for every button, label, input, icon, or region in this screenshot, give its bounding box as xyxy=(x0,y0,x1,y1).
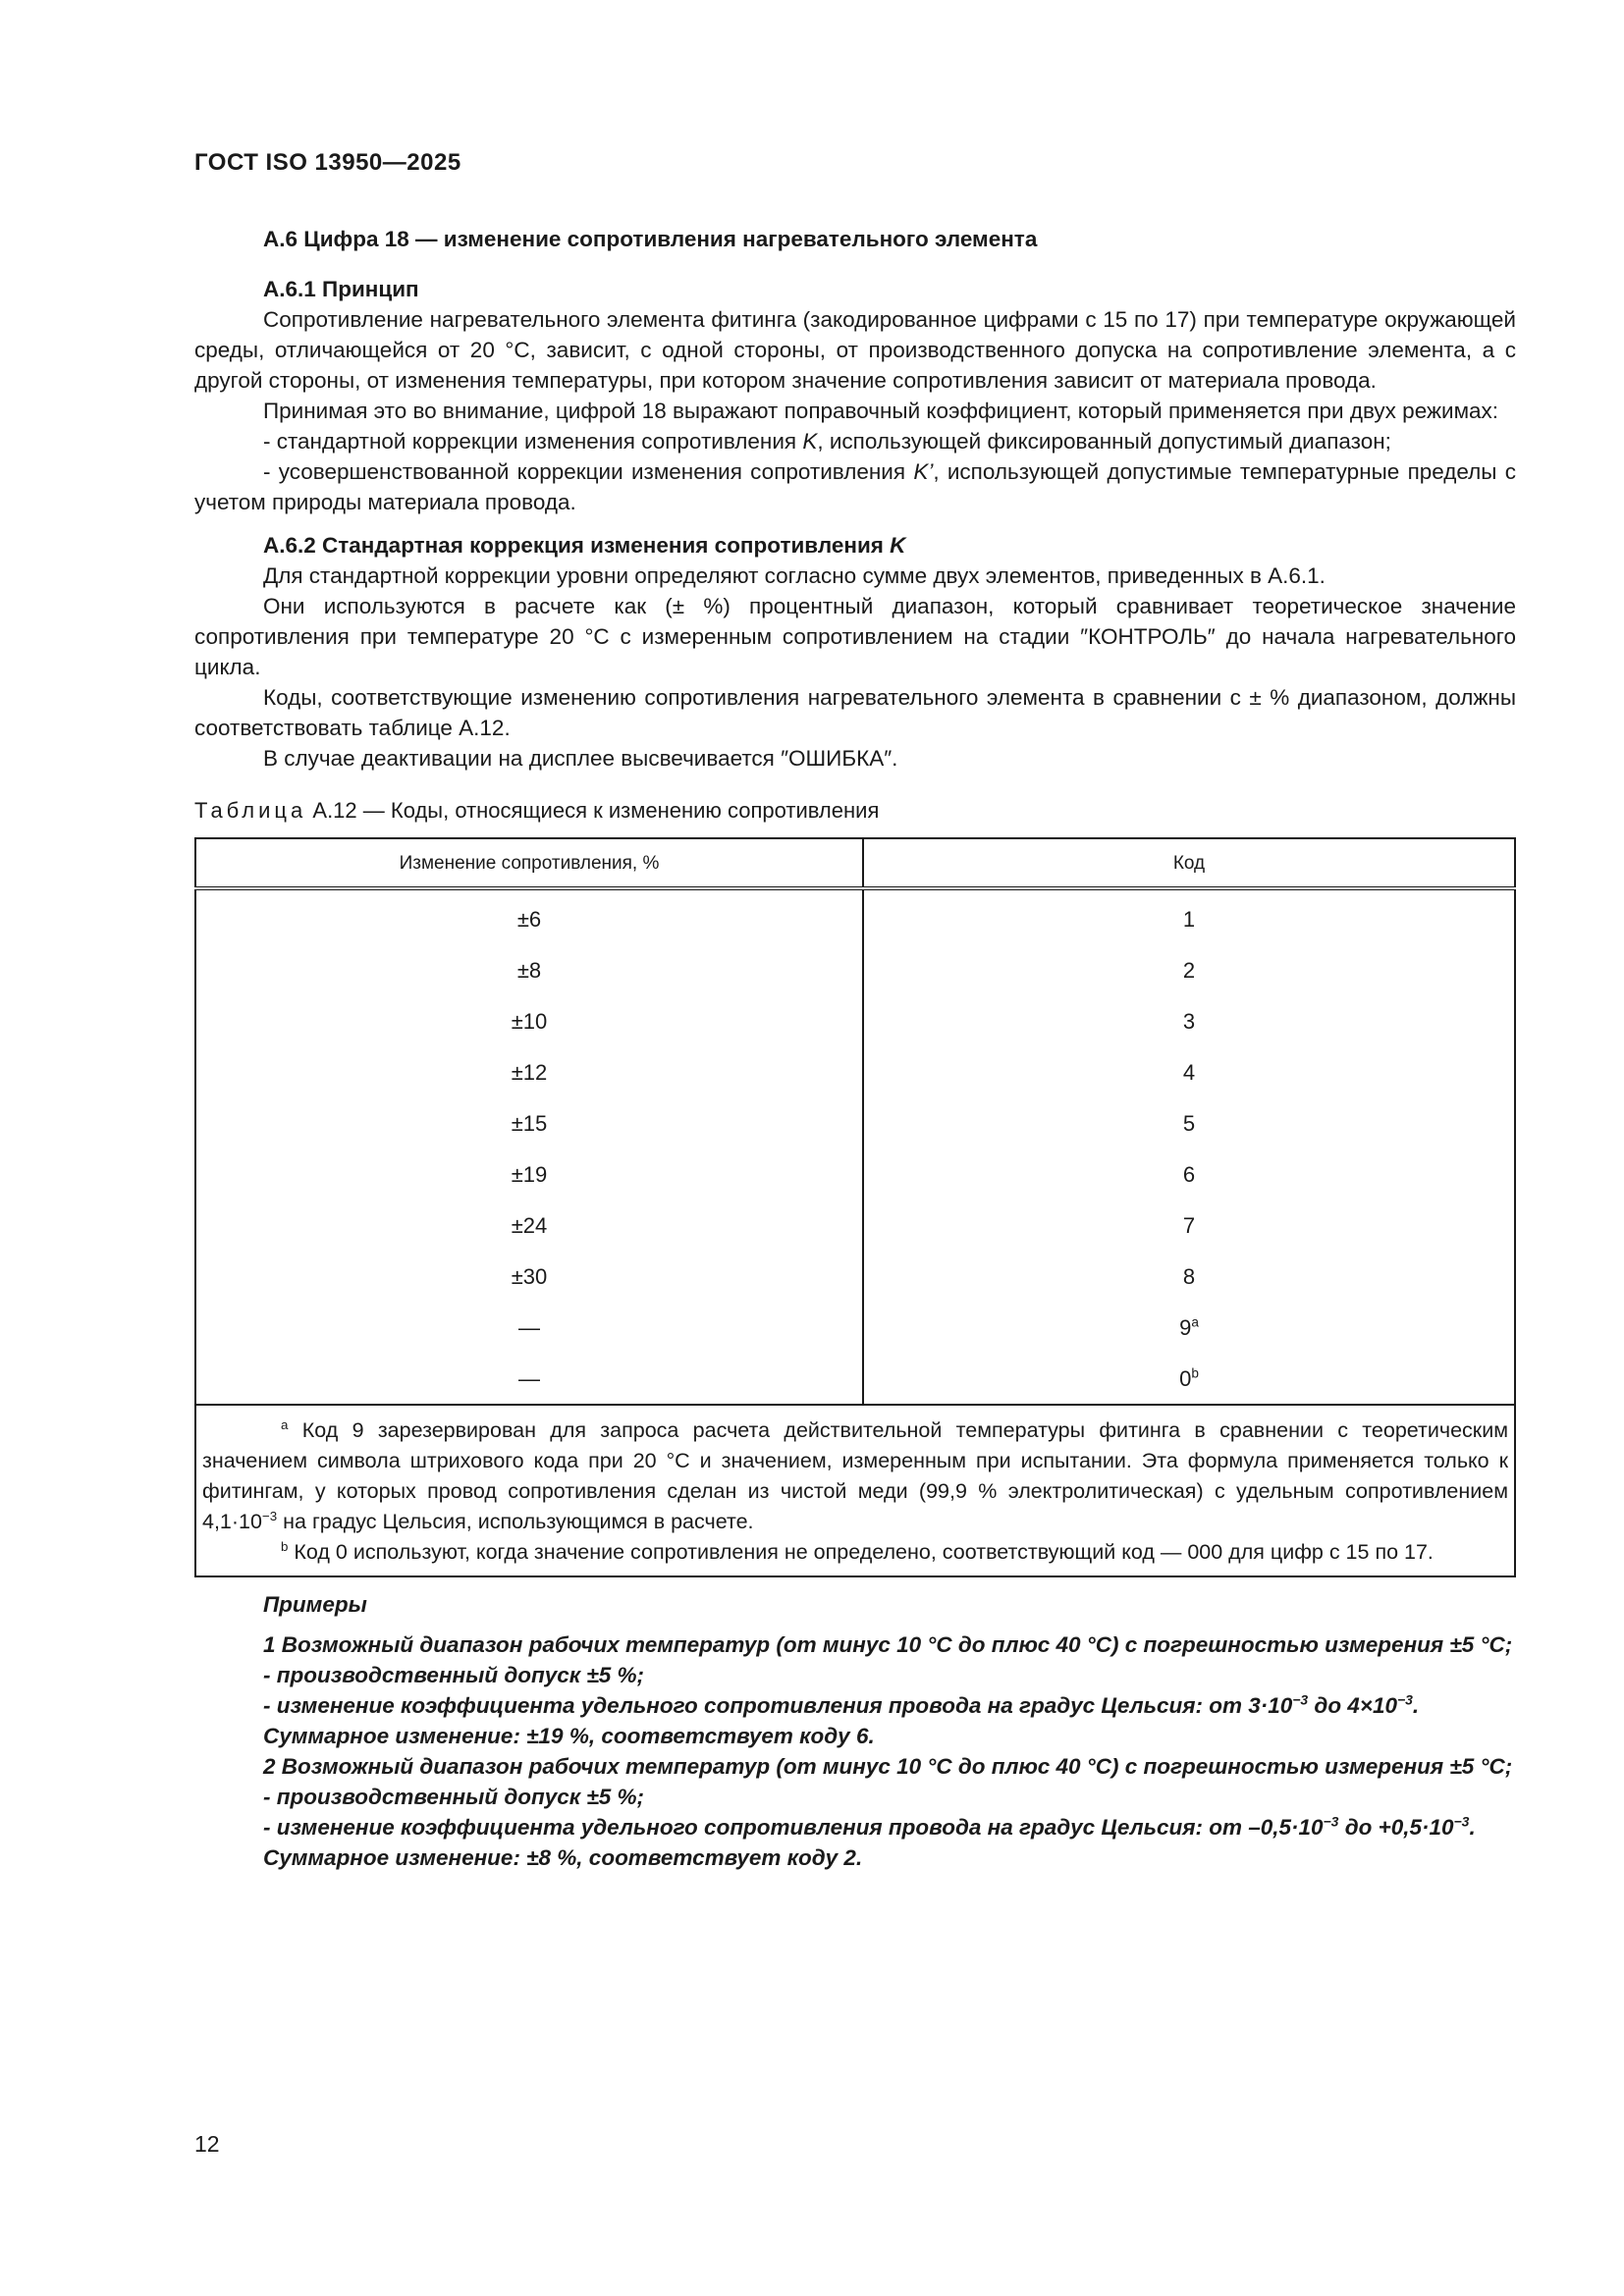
examples-title: Примеры xyxy=(263,1592,367,1617)
standard-header: ГОСТ ISO 13950—2025 xyxy=(194,149,461,176)
example-2-item-2: - изменение коэффициента удельного сопротивления провода на градус Цельсия: от $-0,5\cdot 10^{-3}$ до $+0,5\cdot 10^{-3}$. xyxy=(263,1813,1476,1840)
example-2-intro: 2 Возможный диапазон рабочих температур (от минус 10 °С до плюс 40 °С) с погрешностью измерения ±5 °С; xyxy=(263,1754,1513,1779)
principle-list-item-1: - стандартной коррекции изменения сопротивления K, использующей фиксированный допустимый диапазон; xyxy=(263,429,1391,454)
examples-block xyxy=(194,1589,1516,1873)
table-row: ±30 8 xyxy=(195,1251,1515,1302)
page-content xyxy=(194,224,1516,1873)
example-1-item-1: - производственный допуск ±5 %; xyxy=(263,1663,645,1687)
example-2-item-1: - производственный допуск ±5 %; xyxy=(263,1785,645,1809)
example-2-total: Суммарное изменение: ±8 %, соответствует коду 2. xyxy=(263,1845,863,1870)
table-row: ±8 2 xyxy=(195,944,1515,995)
table-row: ±24 7 xyxy=(195,1200,1515,1251)
standard-correction-paragraph-1: Для стандартной коррекции уровни определяют согласно сумме двух элементов, приведенных в А.6.1. xyxy=(263,563,1326,588)
page-number: 12 xyxy=(194,2131,220,2157)
standard-correction-paragraph-3: Коды, соответствующие изменению сопротивления нагревательного элемента в сравнении с ± % диапазоном, должны соответствовать таблице А.12. xyxy=(194,685,1516,740)
principle-paragraph-1: Сопротивление нагревательного элемента фитинга (закодированное цифрами с 15 по 17) при температуре окружающей среды, отличающейся от 20 °С, зависит, с одной стороны, от производственного допуска на сопротивление элемента, а с другой стороны, от изменения температуры, при котором значение сопротивления зависит от материала провода. xyxy=(194,307,1516,393)
principle-list-item-2: - усовершенствованной коррекции изменения сопротивления K’, использующей допустимые температурные пределы с учетом природы материала провода. xyxy=(194,459,1516,514)
table-row: ±12 4 xyxy=(195,1046,1515,1097)
footnote-mark: a xyxy=(1191,1314,1199,1330)
example-1-total: Суммарное изменение: ±19 %, соответствует коду 6. xyxy=(263,1724,875,1748)
table-footnotes xyxy=(195,1405,1515,1576)
footnote-b: $^b$ Код 0 используют, когда значение сопротивления не определено, соответствующий код — 000 для цифр с 15 по 17. xyxy=(281,1538,1434,1564)
example-1-item-2: - изменение коэффициента удельного сопротивления провода на градус Цельсия: от $3\cdot 10^{-3}$ до $4\times 10^{-3}$. xyxy=(263,1691,1420,1718)
table-row: ±10 3 xyxy=(195,995,1515,1046)
principle-paragraph-2: Принимая это во внимание, цифрой 18 выражают поправочный коэффициент, который применяется при двух режимах: xyxy=(263,399,1499,423)
table-row: ±19 6 xyxy=(195,1148,1515,1200)
resistance-codes-table xyxy=(194,837,1516,1577)
section-title: А.6 Цифра 18 — изменение сопротивления нагревательного элемента xyxy=(263,227,1038,251)
example-1-intro: 1 Возможный диапазон рабочих температур (от минус 10 °С до плюс 40 °С) с погрешностью измерения ±5 °С; xyxy=(263,1632,1513,1657)
standard-correction-title: А.6.2 Стандартная коррекция изменения сопротивления K xyxy=(263,533,906,558)
standard-correction-paragraph-2: Они используются в расчете как (± %) процентный диапазон, который сравнивает теоретическое значение сопротивления при температуре 20 °С с измеренным сопротивлением на стадии ″КОНТРОЛЬ″ до начала нагревательного цикла. xyxy=(194,594,1516,679)
variable-k: K xyxy=(802,429,818,454)
principle-title: А.6.1 Принцип xyxy=(263,277,419,301)
table-row: ±15 5 xyxy=(195,1097,1515,1148)
table-caption: Таблица А.12 — Коды, относящиеся к изменению сопротивления xyxy=(194,798,880,823)
standard-correction-paragraph-4: В случае деактивации на дисплее высвечивается ″ОШИБКА″. xyxy=(263,746,898,771)
table-row: ±6 1 xyxy=(195,888,1515,944)
variable-k-prime: K’ xyxy=(913,459,934,484)
column-header-code: Код xyxy=(863,838,1515,888)
footnote-mark: b xyxy=(1191,1365,1199,1381)
footnote-a: $^a$ Код 9 зарезервирован для запроса расчета действительной температуры фитинга в сравнении с теоретическим значением символа штрихового кода при 20 °С и значением, измеренным при испытании. Эта формула применяется только к фитингам, у которых провод сопротивления сделан из чистой меди (99,9 % электролитическая) с удельным сопротивлением $4,1\cdot 10^{-3}$ на градус Цельсия, использующимся в расчете. xyxy=(202,1416,1508,1533)
table-row: — 9$^a$ xyxy=(195,1302,1515,1353)
table-row: — 0$^b$ xyxy=(195,1353,1515,1405)
column-header-change: Изменение сопротивления, % xyxy=(195,838,863,888)
